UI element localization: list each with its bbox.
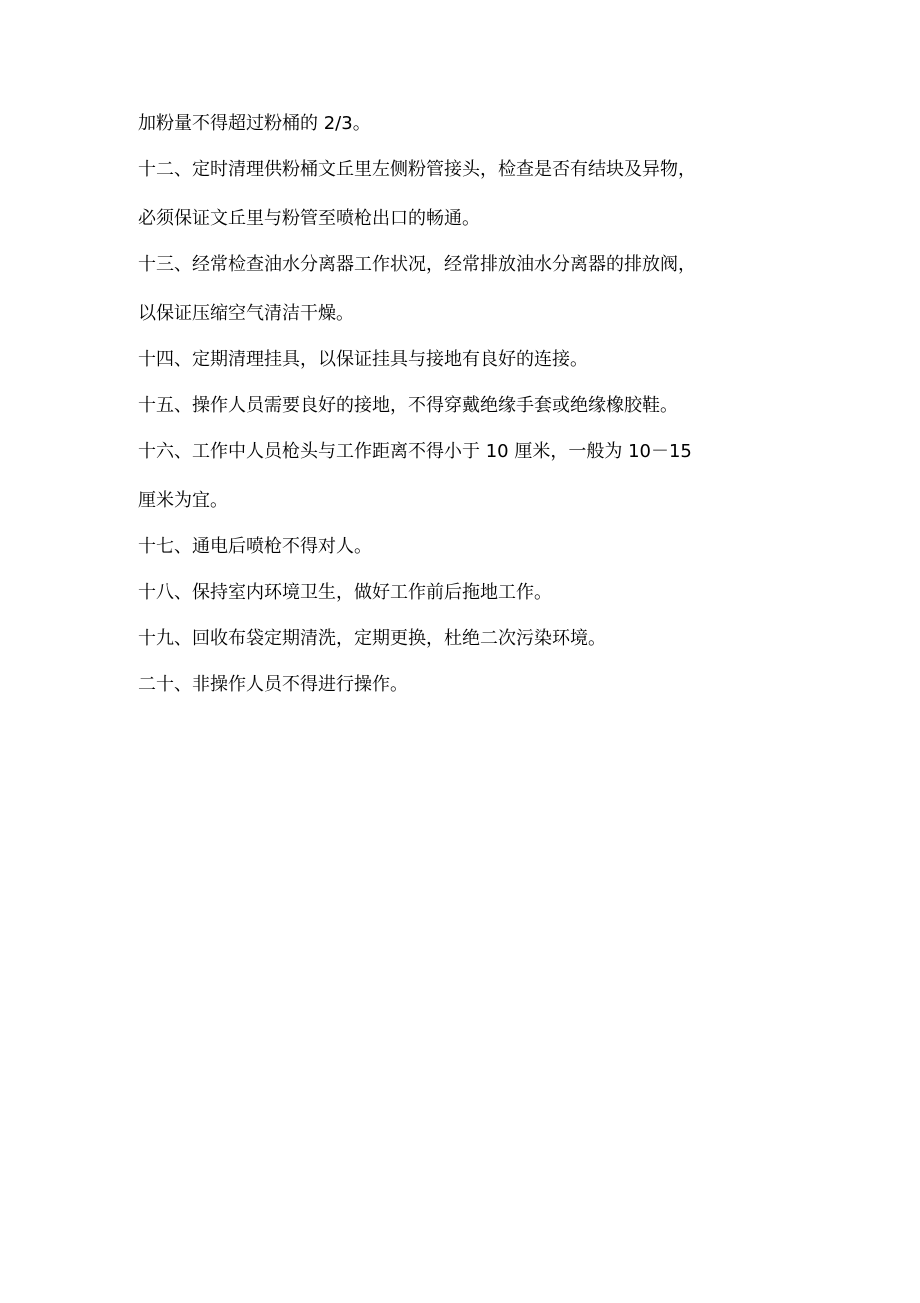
text-line: 以保证压缩空气清洁干燥。 (138, 303, 354, 324)
text-line: 十四、定期清理挂具，以保证挂具与接地有良好的连接。 (138, 349, 588, 370)
text-line: 厘米为宜。 (138, 490, 228, 511)
text-line: 二十、非操作人员不得进行操作。 (138, 674, 408, 695)
text-line: 十九、回收布袋定期清洗，定期更换，杜绝二次污染环境。 (138, 628, 606, 649)
text-line: 十八、保持室内环境卫生，做好工作前后拖地工作。 (138, 582, 552, 603)
text-line: 十六、工作中人员枪头与工作距离不得小于 10 厘米，一般为 10－15 (138, 441, 692, 462)
text-line: 十三、经常检查油水分离器工作状况，经常排放油水分离器的排放阀， (138, 254, 696, 275)
text-line: 十七、通电后喷枪不得对人。 (138, 536, 372, 557)
text-line: 十二、定时清理供粉桶文丘里左侧粉管接头，检查是否有结块及异物， (138, 159, 696, 180)
text-line: 十五、操作人员需要良好的接地，不得穿戴绝缘手套或绝缘橡胶鞋。 (138, 395, 678, 416)
text-line: 必须保证文丘里与粉管至喷枪出口的畅通。 (138, 208, 480, 229)
text-line: 加粉量不得超过粉桶的 2/3。 (138, 113, 371, 134)
document-body (138, 112, 758, 697)
